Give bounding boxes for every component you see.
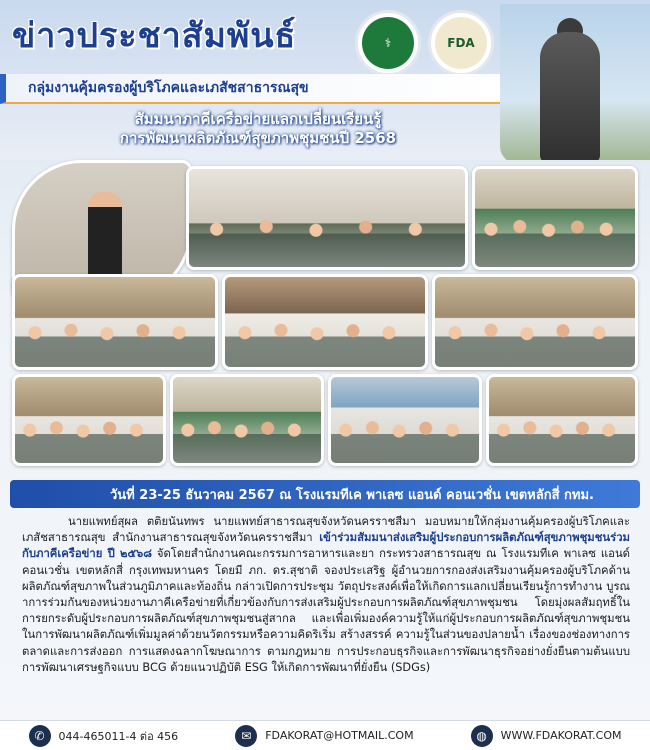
workshop-photo-2 [170,374,324,466]
fda-logo-text: FDA [435,17,487,69]
people [189,213,465,267]
page-title: ข่าวประชาสัมพันธ์ [12,16,297,56]
people [475,213,635,267]
department-subtitle: กลุ่มงานคุ้มครองผู้บริโภคและเภสัชสาธารณสุข [0,74,500,104]
date-location-bar: วันที่ 23-25 ธันวาคม 2567 ณ โรงแรมทีเค พาเลซ แอนด์ คอนเวชั่น เขตหลักสี่ กทม. [10,480,640,508]
people [489,416,635,463]
statue-photo [500,4,650,160]
news-body [22,514,630,676]
topic-line-2: การพัฒนาผลิตภัณฑ์สุขภาพชุมชนปี 2568 [119,129,397,147]
people [331,416,479,463]
footer [0,720,650,750]
people [15,318,215,368]
phone-text: 044-465011-4 ต่อ 456 [58,729,179,743]
globe-icon: ◍ [471,725,493,747]
statue-figure [540,32,600,160]
body-part-1: นายแพทย์สุผล ตติยนันทพร นายแพทย์สาธารณสุขจังหวัดนครราชสีมา มอบหมายให้กลุ่มงานคุ้มครองผู้บริโภคและเภสัชสาธารณสุข สำนักงานสาธารณสุขจังหวัดนครราชสีมา [22,515,630,545]
group-photo [186,166,468,270]
event-topic [88,110,428,148]
people [435,318,635,368]
body-highlight: เข้าร่วมสัมมนาส่งเสริมผู้ประกอบการผลิตภัณฑ์สุขภาพชุมชนร่วมกับภาคีเครือข่าย ปี ๒๕๖๘ [22,531,630,561]
topic-line-1: สัมมนาภาคีเครือข่ายแลกเปลี่ยนเรียนรู้ [134,110,382,128]
fda-logo [428,10,494,76]
contact-phone[interactable] [29,725,179,747]
workshop-photo-3 [328,374,482,466]
people [225,318,425,368]
header [0,0,650,160]
body-part-2: จัดโดยสำนักงานคณะกรรมการอาหารและยา กระทรวงสาธารณสุข ณ โรงแรมทีเค พาเลซ แอนด์ คอนเวชั่น เขตหลักสี่ กรุงเทพมหานคร โดยมี ภก. ดร.สุชาติ จองประเสริฐ ผู้อำนวยการกองส่งเสริมงานคุ้มครองผู้บริโภคด้านผลิตภัณฑ์สุขภาพในส่วนภูมิภาคและท้องถิ่น กล่าวเปิดการประชุม วัตถุประสงค์เพื่อให้เกิดการแลกเปลี่ยนเรียนรู้การทำงาน บูรณาการร่วมกันของหน่วยงานภาคีเครือข่ายที่เกี่ยวข้องกับการส่งเสริมผู้ประกอบการผลิตภัณฑ์สุขภาพชุมชน โดยมุ่งผลสัมฤทธิ์ในการยกระดับผู้ประกอบการผลิตภัณฑ์สุขภาพชุมชนสู่สากล และเพื่อเพิ่มองค์ความรู้ให้แก่ผู้ประกอบการผลิตภัณฑ์สุขภาพชุมชนในการพัฒนาผลิตภัณฑ์เพิ่มมูลค่าด้วยนวัตกรรมหรือความคิดริเริ่ม สร้างสรรค์ ความรู้ในส่วนของปลายน้ำ เรื่องของช่องทางการตลาดและการส่งออก การแสดงฉลากโฆษณาการ ตามกฎหมาย การประกอบธุรกิจและการพัฒนาธุรกิจอย่างยั่งยืนตามต้นแบบการพัฒนาเศรษฐกิจแบบ BCG ด้วยแนวปฏิบัติ ESG ให้เกิดการพัฒนาที่ยั่งยืน (SDGs) [22,547,631,674]
people [15,416,163,463]
participants-photo-1 [472,166,638,270]
contact-email[interactable] [235,725,413,747]
hall-photo [222,274,428,370]
participants-photo-2 [432,274,638,370]
website-text: WWW.FDAKORAT.COM [500,729,622,742]
phone-icon: ✆ [29,725,51,747]
speaker-figure [88,192,122,286]
email-icon: ✉ [235,725,257,747]
workshop-photo-4 [486,374,638,466]
moph-logo [355,10,421,76]
meeting-photo-1 [12,274,218,370]
workshop-photo-1 [12,374,166,466]
contact-website[interactable] [471,725,622,747]
people [173,416,321,463]
email-text: FDAKORAT@HOTMAIL.COM [265,729,414,742]
caduceus-icon: ⚕ [362,17,414,69]
